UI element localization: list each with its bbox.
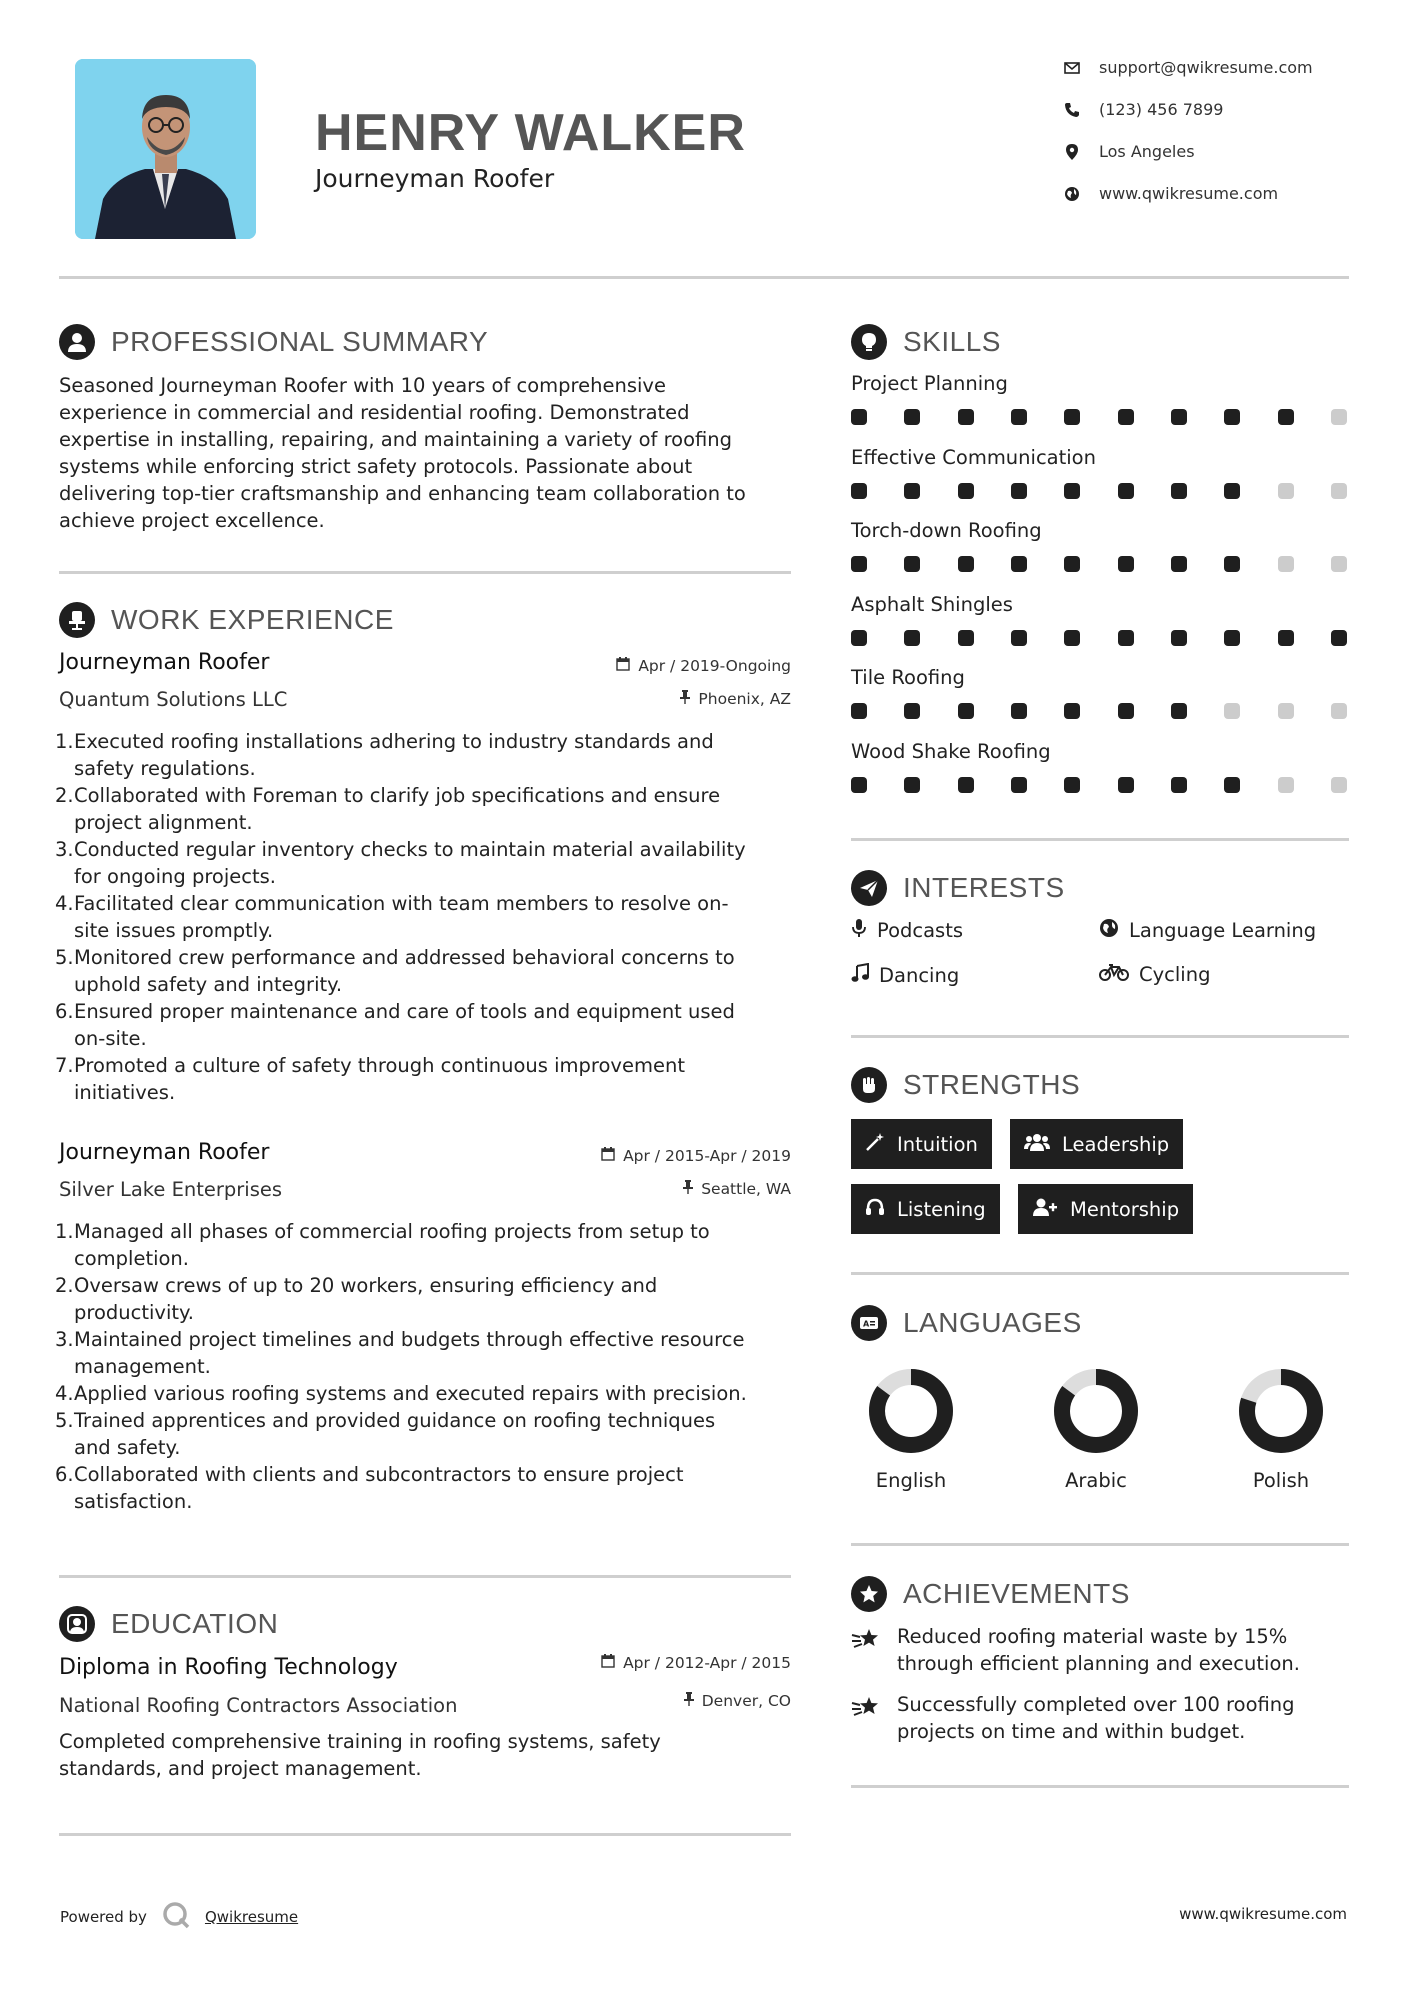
rating-dot bbox=[1171, 556, 1187, 572]
language-name: Polish bbox=[1252, 1469, 1310, 1492]
strength-intuition: Intuition bbox=[851, 1119, 992, 1169]
skill-name: Wood Shake Roofing bbox=[851, 739, 1051, 763]
rating-dot bbox=[1171, 483, 1187, 499]
school-name: National Roofing Contractors Association bbox=[59, 1694, 458, 1717]
job-2-company: Silver Lake Enterprises bbox=[59, 1178, 283, 1201]
envelope-icon bbox=[1063, 59, 1081, 77]
svg-text:A: A bbox=[863, 1319, 870, 1329]
list-item: 7. Promoted a culture of safety through continuous improvement initiatives. bbox=[55, 1054, 685, 1104]
list-item: 5. Monitored crew performance and addressed behavioral concerns to uphold safety and integrity. bbox=[55, 946, 735, 996]
achievements-title: ACHIEVEMENTS bbox=[903, 1578, 1130, 1609]
skill-name: Torch-down Roofing bbox=[851, 519, 1042, 542]
list-item: 5. Trained apprentices and provided guidance on roofing techniques and safety. bbox=[55, 1409, 716, 1459]
summary-heading bbox=[59, 324, 488, 360]
achievement-item: Reduced roofing material waste by 15% through efficient planning and execution. bbox=[851, 1623, 1349, 1677]
language-name: Arabic bbox=[1065, 1469, 1127, 1492]
rating-dot bbox=[1011, 703, 1027, 719]
job-1-location: Phoenix, AZ bbox=[500, 690, 791, 708]
rating-dot bbox=[1118, 630, 1134, 646]
rating-dot bbox=[1064, 777, 1080, 793]
summary-title: PROFESSIONAL SUMMARY bbox=[111, 326, 489, 357]
calendar-icon bbox=[601, 1147, 615, 1165]
skill-name: Project Planning bbox=[851, 372, 1008, 395]
education-description: Completed comprehensive training in roofing systems, safety standards, and project management. bbox=[59, 1730, 661, 1780]
rating-dot bbox=[1224, 483, 1240, 499]
candidate-role: Journeyman Roofer bbox=[315, 164, 555, 193]
list-item: 6. Ensured proper maintenance and care of tools and equipment used on-site. bbox=[55, 1000, 735, 1050]
person-silhouette-icon bbox=[75, 59, 256, 239]
rating-dot bbox=[904, 409, 920, 425]
rating-dot bbox=[1278, 409, 1294, 425]
paper-plane-icon bbox=[851, 870, 887, 906]
achievements-divider bbox=[851, 1785, 1349, 1788]
rating-dot bbox=[904, 483, 920, 499]
list-item: 4. Applied various roofing systems and executed repairs with precision. bbox=[55, 1382, 747, 1405]
language-donut bbox=[1235, 1365, 1327, 1457]
rating-dot bbox=[958, 703, 974, 719]
contact-phone: (123) 456 7899 bbox=[1063, 100, 1363, 119]
rating-dot bbox=[958, 409, 974, 425]
rating-dot bbox=[1064, 703, 1080, 719]
user-plus-icon bbox=[1032, 1197, 1058, 1222]
skill-name: Tile Roofing bbox=[851, 666, 965, 689]
music-note-icon bbox=[851, 963, 869, 988]
briefcase-chair-icon bbox=[59, 602, 95, 638]
interest-dancing: Dancing bbox=[851, 963, 959, 988]
rating-dot bbox=[1011, 483, 1027, 499]
education-heading bbox=[59, 1606, 278, 1642]
qwikresume-logo-icon bbox=[161, 1900, 191, 1934]
interests-title: INTERESTS bbox=[903, 872, 1065, 903]
rating-dot bbox=[1011, 777, 1027, 793]
rating-dot bbox=[1064, 409, 1080, 425]
rating-dot bbox=[958, 483, 974, 499]
rating-dot bbox=[1011, 409, 1027, 425]
job-2-location: Seattle, WA bbox=[500, 1180, 791, 1198]
rating-dot bbox=[1011, 556, 1027, 572]
education-title: EDUCATION bbox=[111, 1608, 279, 1639]
rating-dot bbox=[1171, 777, 1187, 793]
list-item: 3. Conducted regular inventory checks to maintain material availability for ongoing projects. bbox=[55, 838, 746, 888]
strengths-title: STRENGTHS bbox=[903, 1069, 1081, 1100]
skills-title: SKILLS bbox=[903, 326, 1001, 357]
rating-dot bbox=[958, 556, 974, 572]
pushpin-icon bbox=[684, 1692, 694, 1710]
lightbulb-icon bbox=[851, 324, 887, 360]
interests-divider bbox=[851, 1035, 1349, 1038]
skill-rating bbox=[851, 703, 1347, 719]
languages-heading bbox=[851, 1305, 1082, 1341]
rating-dot bbox=[904, 703, 920, 719]
skill-row bbox=[851, 446, 1349, 520]
skill-rating bbox=[851, 483, 1347, 499]
summary-text: Seasoned Journeyman Roofer with 10 years of comprehensive experience in commercial and residential roofing. Demonstrated expertise in installing, repairing, and maintaining a variety of roofing systems while enforcing strict safety protocols. Passionate about delivering top-tier craftsmanship and enhancing team collaboration to achieve project excellence. bbox=[59, 374, 746, 532]
rating-dot bbox=[1278, 483, 1294, 499]
strengths-heading bbox=[851, 1067, 1080, 1103]
education-location: Denver, CO bbox=[500, 1692, 791, 1710]
candidate-name: HENRY WALKER bbox=[315, 104, 746, 162]
shooting-star-icon bbox=[851, 1623, 881, 1677]
rating-dot bbox=[1118, 777, 1134, 793]
bicycle-icon bbox=[1099, 963, 1129, 986]
achievements-heading bbox=[851, 1576, 1130, 1612]
language-item bbox=[1026, 1365, 1166, 1492]
strengths-divider bbox=[851, 1272, 1349, 1275]
rating-dot bbox=[1331, 777, 1347, 793]
education-dates: Apr / 2012-Apr / 2015 bbox=[500, 1654, 791, 1672]
contact-location: Los Angeles bbox=[1063, 142, 1363, 161]
calendar-icon bbox=[601, 1654, 615, 1672]
rating-dot bbox=[1011, 630, 1027, 646]
degree-title: Diploma in Roofing Technology bbox=[59, 1655, 398, 1680]
header-divider bbox=[59, 276, 1349, 279]
rating-dot bbox=[1331, 483, 1347, 499]
languages-list bbox=[841, 1365, 1351, 1492]
rating-dot bbox=[1224, 630, 1240, 646]
rating-dot bbox=[1331, 703, 1347, 719]
experience-heading bbox=[59, 602, 394, 638]
skill-name: Asphalt Shingles bbox=[851, 592, 1013, 616]
rating-dot bbox=[1118, 409, 1134, 425]
skill-rating bbox=[851, 630, 1347, 646]
languages-title: LANGUAGES bbox=[903, 1307, 1082, 1338]
job-1-duties bbox=[55, 728, 800, 1106]
list-item: 1. Managed all phases of commercial roofing projects from setup to completion. bbox=[55, 1220, 710, 1270]
rating-dot bbox=[851, 630, 867, 646]
education-divider bbox=[59, 1833, 791, 1836]
skill-row bbox=[851, 372, 1349, 446]
rating-dot bbox=[851, 556, 867, 572]
list-item: 6. Collaborated with clients and subcontractors to ensure project satisfaction. bbox=[55, 1463, 684, 1513]
interest-podcasts: Podcasts bbox=[851, 918, 963, 943]
skills-heading bbox=[851, 324, 1001, 360]
rating-dot bbox=[904, 556, 920, 572]
globe-icon bbox=[1099, 918, 1119, 943]
headphones-icon bbox=[865, 1197, 885, 1222]
rating-dot bbox=[904, 630, 920, 646]
rating-dot bbox=[1278, 777, 1294, 793]
skill-name: Effective Communication bbox=[851, 445, 1096, 469]
rating-dot bbox=[1171, 409, 1187, 425]
summary-divider bbox=[59, 571, 791, 574]
magic-wand-icon bbox=[865, 1132, 885, 1157]
skill-row bbox=[851, 519, 1349, 593]
calendar-icon bbox=[616, 657, 630, 675]
strength-mentorship: Mentorship bbox=[1018, 1184, 1193, 1234]
rating-dot bbox=[1171, 703, 1187, 719]
fist-icon bbox=[851, 1067, 887, 1103]
shooting-star-icon bbox=[851, 1691, 881, 1745]
job-2-dates: Apr / 2015-Apr / 2019 bbox=[500, 1147, 791, 1165]
interests-heading bbox=[851, 870, 1065, 906]
experience-title: WORK EXPERIENCE bbox=[111, 604, 394, 635]
rating-dot bbox=[1064, 630, 1080, 646]
list-item: 2. Oversaw crews of up to 20 workers, ensuring efficiency and productivity. bbox=[55, 1274, 658, 1324]
rating-dot bbox=[851, 409, 867, 425]
skill-rating bbox=[851, 777, 1347, 793]
achievement-item: Successfully completed over 100 roofing projects on time and within budget. bbox=[851, 1691, 1349, 1745]
rating-dot bbox=[958, 777, 974, 793]
rating-dot bbox=[1224, 556, 1240, 572]
phone-icon bbox=[1063, 101, 1081, 119]
qwikresume-link[interactable]: Qwikresume bbox=[204, 1908, 299, 1926]
pushpin-icon bbox=[683, 1180, 693, 1198]
job-2-duties bbox=[55, 1218, 800, 1515]
languages-divider bbox=[851, 1543, 1349, 1546]
job-1-title: Journeyman Roofer bbox=[59, 650, 270, 675]
list-item: 4. Facilitated clear communication with team members to resolve on- site issues promptly. bbox=[55, 892, 729, 942]
job-1-dates: Apr / 2019-Ongoing bbox=[500, 657, 791, 675]
rating-dot bbox=[851, 483, 867, 499]
contact-email: support@qwikresume.com bbox=[1063, 58, 1363, 77]
experience-divider bbox=[59, 1575, 791, 1578]
rating-dot bbox=[1278, 703, 1294, 719]
rating-dot bbox=[958, 630, 974, 646]
rating-dot bbox=[1224, 703, 1240, 719]
language-item bbox=[841, 1365, 981, 1492]
interest-cycling: Cycling bbox=[1099, 963, 1210, 986]
skill-row bbox=[851, 593, 1349, 667]
language-donut bbox=[1050, 1365, 1142, 1457]
graduate-icon bbox=[59, 1606, 95, 1642]
user-circle-icon bbox=[59, 324, 95, 360]
skill-row bbox=[851, 740, 1349, 814]
strength-leadership: Leadership bbox=[1010, 1119, 1183, 1169]
pushpin-icon bbox=[680, 690, 690, 708]
rating-dot bbox=[1118, 556, 1134, 572]
footer-powered-by: Powered by Qwikresume bbox=[60, 1900, 298, 1934]
rating-dot bbox=[1278, 630, 1294, 646]
language-name: English bbox=[875, 1469, 947, 1492]
skill-rating bbox=[851, 409, 1347, 425]
rating-dot bbox=[904, 777, 920, 793]
list-item: 1. Executed roofing installations adhering to industry standards and safety regulations. bbox=[55, 730, 714, 780]
rating-dot bbox=[851, 777, 867, 793]
globe-icon bbox=[1063, 185, 1081, 203]
rating-dot bbox=[851, 703, 867, 719]
profile-photo bbox=[75, 59, 256, 239]
rating-dot bbox=[1171, 630, 1187, 646]
rating-dot bbox=[1331, 556, 1347, 572]
map-pin-icon bbox=[1063, 143, 1081, 161]
star-badge-icon bbox=[851, 1576, 887, 1612]
language-card-icon bbox=[851, 1305, 887, 1341]
list-item: 3. Maintained project timelines and budgets through effective resource management. bbox=[55, 1328, 745, 1378]
interest-language-learning: Language Learning bbox=[1099, 918, 1316, 943]
users-icon bbox=[1024, 1132, 1050, 1157]
language-donut bbox=[865, 1365, 957, 1457]
rating-dot bbox=[1331, 630, 1347, 646]
rating-dot bbox=[1118, 703, 1134, 719]
skill-rating bbox=[851, 556, 1347, 572]
rating-dot bbox=[1224, 409, 1240, 425]
rating-dot bbox=[1118, 483, 1134, 499]
job-2-title: Journeyman Roofer bbox=[59, 1140, 270, 1165]
rating-dot bbox=[1331, 409, 1347, 425]
job-1-company: Quantum Solutions LLC bbox=[59, 688, 288, 711]
rating-dot bbox=[1278, 556, 1294, 572]
skill-row bbox=[851, 666, 1349, 740]
rating-dot bbox=[1224, 777, 1240, 793]
rating-dot bbox=[1064, 483, 1080, 499]
skills-divider bbox=[851, 838, 1349, 841]
contact-website: www.qwikresume.com bbox=[1063, 184, 1363, 203]
strength-listening: Listening bbox=[851, 1184, 1000, 1234]
list-item: 2. Collaborated with Foreman to clarify job specifications and ensure project alignment. bbox=[55, 784, 721, 834]
footer-website[interactable]: www.qwikresume.com bbox=[1179, 1905, 1347, 1923]
language-item bbox=[1211, 1365, 1351, 1492]
skills-list bbox=[851, 372, 1349, 813]
microphone-icon bbox=[851, 918, 867, 943]
rating-dot bbox=[1064, 556, 1080, 572]
